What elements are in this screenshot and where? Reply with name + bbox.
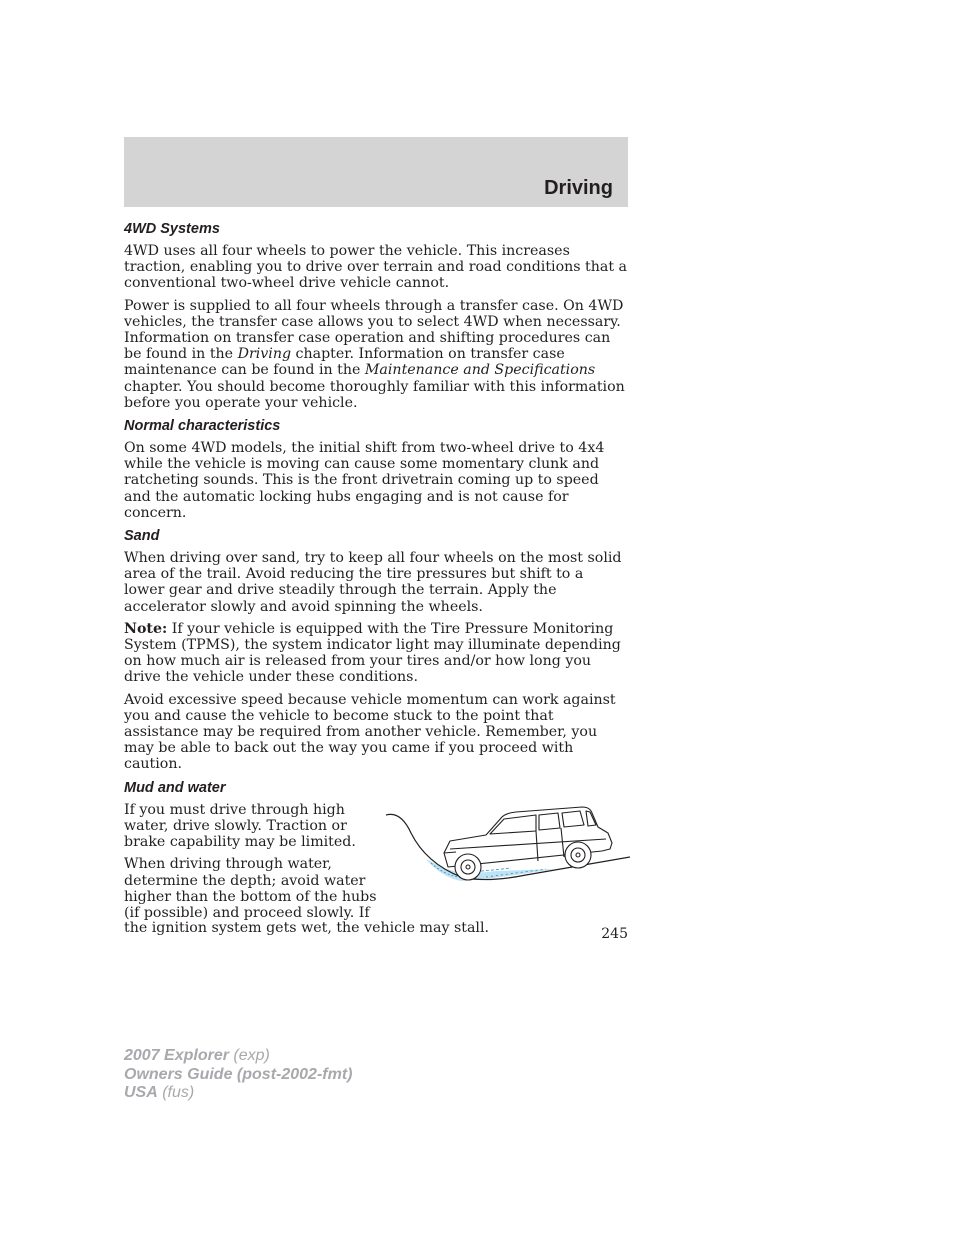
section-title: Driving [544,177,613,199]
section-mud-and-water [124,779,628,937]
header-band [124,137,628,207]
paragraph: Avoid excessive speed because vehicle momentum can work against you and cause the vehicle to become stuck to the point that assistance may be required from another vehicle. Remember, you may be able to back out the way you came if you proceed with caution. [124,691,616,773]
heading-normal-characteristics: Normal characteristics [124,418,281,435]
page-content [124,220,628,942]
heading-mud-and-water: Mud and water [124,779,226,796]
note-paragraph: Note: If your vehicle is equipped with the Tire Pressure Monitoring System (TPMS), the system indicator light may illuminate depending on how much air is released from your tires and/or how long you drive the vehicle under these conditions. [124,620,621,686]
section-sand [124,527,628,773]
heading-4wd-systems: 4WD Systems [124,221,220,237]
paragraph: If you must drive through high water, drive slowly. Traction or brake capability may be limited. [124,801,356,851]
footer-line: 2007 Explorer (exp) [124,1047,270,1064]
paragraph: When driving through water, determine the depth; avoid water higher than the bottom of the hubs (if possible) and proceed slowly. If [124,856,377,921]
paragraph: When driving over sand, try to keep all four wheels on the most solid area of the trail. Avoid reducing the tire pressures but shift to a lower gear and drive steadily through the terrain. Apply the accelerator slowly and avoid spinning the wheels. [124,550,622,615]
paragraph: On some 4WD models, the initial shift from two-wheel drive to 4x4 while the vehicle is moving can cause some momentary clunk and ratcheting sounds. This is the front drivetrain coming up to speed and the automatic locking hubs engaging and is not cause for concern. [124,440,605,521]
heading-sand: Sand [124,528,160,545]
paragraph-continuation: the ignition system gets wet, the vehicle may stall. [124,920,490,937]
chapter-ref: Maintenance and Specifications [364,362,596,379]
section-normal-characteristics [124,417,628,521]
paragraph: 4WD uses all four wheels to power the vehicle. This increases traction, enabling you to drive over terrain and road conditions that a conventional two-wheel drive vehicle cannot. [124,243,628,292]
note-label: Note: [124,620,168,637]
chapter-ref: Driving [237,346,292,363]
footer-line: USA (fus) [124,1084,195,1101]
section-4wd-systems [124,220,628,411]
suv-in-water-illustration [386,797,630,897]
footer [124,1047,352,1103]
paragraph: Power is supplied to all four wheels through a transfer case. On 4WD vehicles, the transfer case allows you to select 4WD when necessary. Information on transfer case operation and shifting procedures can be found in the Driving chapter. Information on transfer case maintenance can be found in the Maintenance and Specifications chapter. You should become thoroughly familiar with this information before you operate your vehicle. [124,297,625,411]
page-number: 245 [601,926,628,942]
footer-line: Owners Guide (post-2002-fmt) [124,1065,353,1083]
